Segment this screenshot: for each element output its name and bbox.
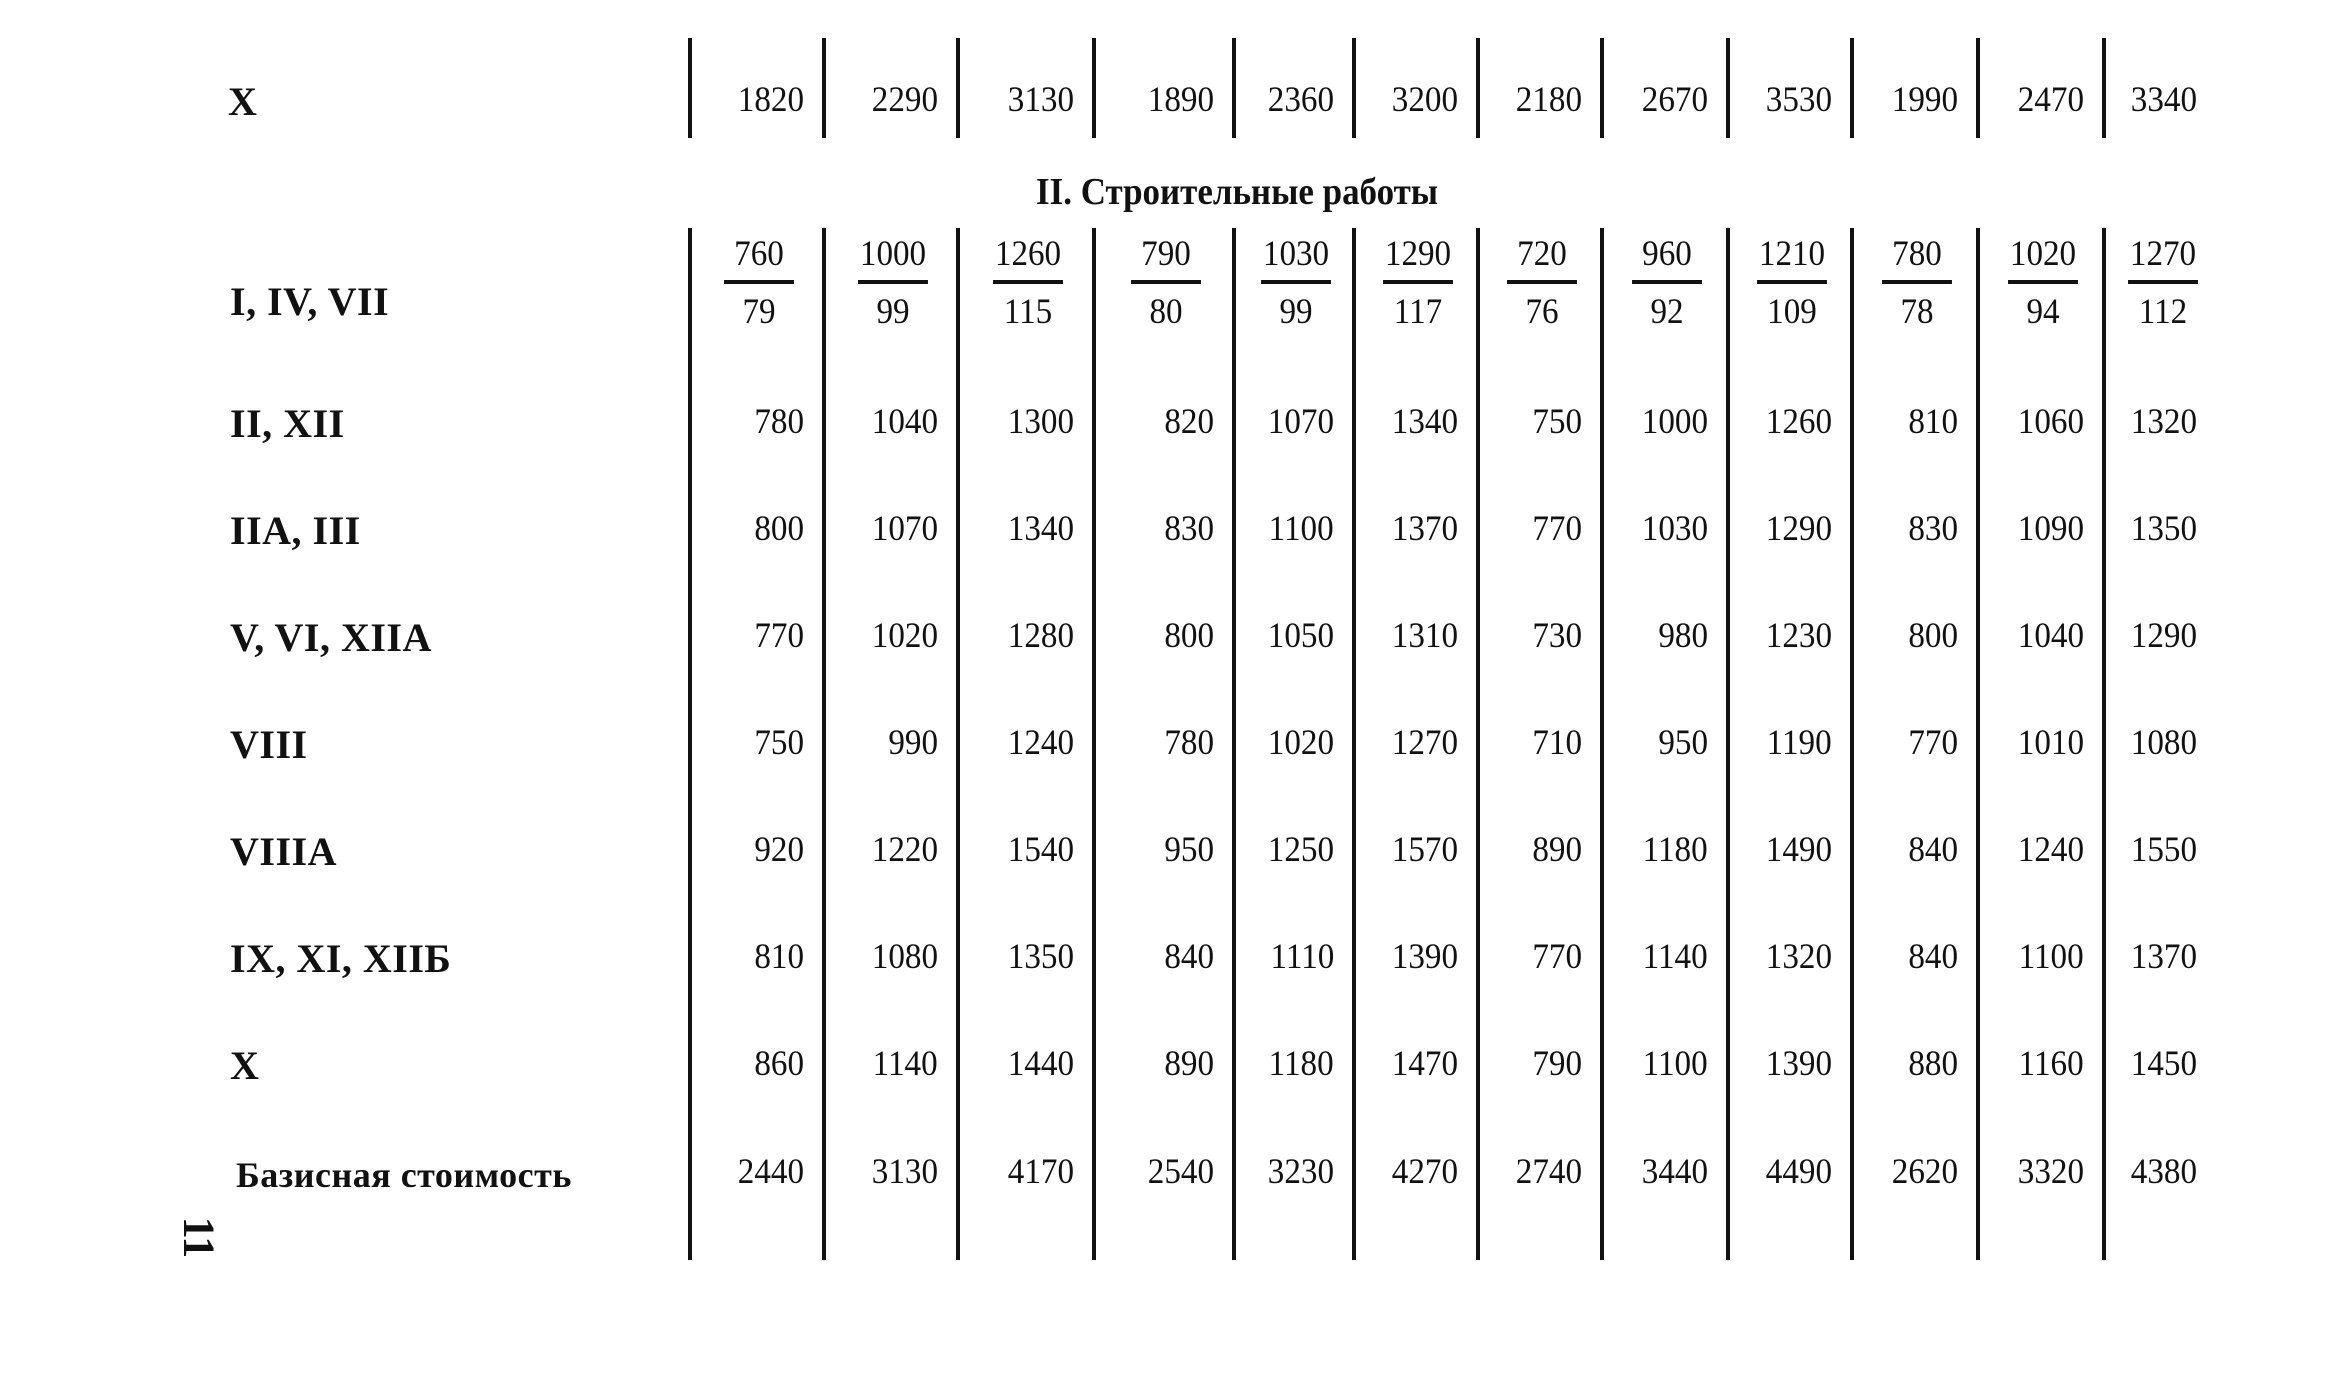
table-cell: 2360 bbox=[1267, 79, 1334, 119]
column-rule bbox=[1092, 38, 1096, 138]
table-cell: 2470 bbox=[2017, 79, 2084, 119]
table-cell: 830 bbox=[1908, 508, 1958, 548]
fraction-denominator: 94 bbox=[2026, 291, 2060, 331]
table-cell: 1090 bbox=[2017, 508, 2084, 548]
section-title: II. Строительные работы bbox=[1036, 171, 1439, 213]
fraction-numerator: 960 bbox=[1632, 232, 1702, 284]
table-cell: 2440 bbox=[737, 1151, 804, 1191]
table-cell: 4490 bbox=[1765, 1151, 1832, 1191]
table-cell: 1890 bbox=[1147, 79, 1214, 119]
table-cell: 1440 bbox=[1007, 1043, 1074, 1083]
column-rule bbox=[1600, 228, 1604, 1260]
fraction-numerator: 1290 bbox=[1383, 232, 1453, 284]
column-rule bbox=[1232, 228, 1236, 1260]
fraction-cell bbox=[1882, 232, 1952, 332]
table-cell: 1320 bbox=[2130, 401, 2197, 441]
table-cell: 800 bbox=[1908, 615, 1958, 655]
table-cell: 1070 bbox=[871, 508, 938, 548]
table-cell: 2540 bbox=[1147, 1151, 1214, 1191]
table-cell: 830 bbox=[1164, 508, 1214, 548]
table-cell: 780 bbox=[1164, 722, 1214, 762]
row-label: VIIIA bbox=[230, 829, 337, 874]
table-cell: 1340 bbox=[1007, 508, 1074, 548]
table-cell: 840 bbox=[1164, 936, 1214, 976]
table-cell: 790 bbox=[1532, 1043, 1582, 1083]
table-cell: 920 bbox=[754, 829, 804, 869]
fraction-cell bbox=[2008, 232, 2078, 332]
table-cell: 990 bbox=[888, 722, 938, 762]
column-rule bbox=[1352, 38, 1356, 138]
table-cell: 1390 bbox=[1765, 1043, 1832, 1083]
table-cell: 1190 bbox=[1766, 722, 1832, 762]
table-cell: 3320 bbox=[2017, 1151, 2084, 1191]
table-cell: 1050 bbox=[1267, 615, 1334, 655]
table-cell: 1070 bbox=[1267, 401, 1334, 441]
table-cell: 950 bbox=[1658, 722, 1708, 762]
column-rule bbox=[2102, 228, 2106, 1260]
table-cell: 1340 bbox=[1391, 401, 1458, 441]
table-cell: 1100 bbox=[2018, 936, 2084, 976]
table-cell: 3440 bbox=[1641, 1151, 1708, 1191]
table-cell: 810 bbox=[1908, 401, 1958, 441]
table-cell: 1270 bbox=[1391, 722, 1458, 762]
column-rule bbox=[1976, 38, 1980, 138]
table-cell: 890 bbox=[1164, 1043, 1214, 1083]
table-cell: 770 bbox=[1532, 936, 1582, 976]
table-cell: 1350 bbox=[1007, 936, 1074, 976]
fraction-denominator: 99 bbox=[876, 291, 910, 331]
column-rule bbox=[1850, 228, 1854, 1260]
table-cell: 2290 bbox=[871, 79, 938, 119]
table-cell: 1550 bbox=[2130, 829, 2197, 869]
fraction-cell bbox=[724, 232, 794, 332]
fraction-cell bbox=[1507, 232, 1577, 332]
table-cell: 1180 bbox=[1642, 829, 1708, 869]
table-cell: 810 bbox=[754, 936, 804, 976]
table-cell: 890 bbox=[1532, 829, 1582, 869]
fraction-denominator: 78 bbox=[1900, 291, 1934, 331]
table-cell: 1310 bbox=[1391, 615, 1458, 655]
table-cell: 4170 bbox=[1007, 1151, 1074, 1191]
table-cell: 1370 bbox=[1391, 508, 1458, 548]
table-cell: 1450 bbox=[2130, 1043, 2197, 1083]
column-rule bbox=[1352, 228, 1356, 1260]
table-cell: 1240 bbox=[1007, 722, 1074, 762]
fraction-denominator: 112 bbox=[2138, 291, 2187, 331]
table-cell: 1300 bbox=[1007, 401, 1074, 441]
table-cell: 1020 bbox=[1267, 722, 1334, 762]
column-rule bbox=[1726, 228, 1730, 1260]
fraction-numerator: 720 bbox=[1507, 232, 1577, 284]
row-label: X bbox=[230, 1043, 260, 1088]
table-cell: 860 bbox=[754, 1043, 804, 1083]
table-cell: 750 bbox=[1532, 401, 1582, 441]
column-rule bbox=[1232, 38, 1236, 138]
row-label: IIA, III bbox=[230, 508, 361, 553]
fraction-cell bbox=[1131, 232, 1201, 332]
table-cell: 1040 bbox=[2017, 615, 2084, 655]
column-rule bbox=[956, 228, 960, 1260]
column-rule bbox=[1850, 38, 1854, 138]
table-cell: 1000 bbox=[1641, 401, 1708, 441]
table-cell: 1230 bbox=[1765, 615, 1832, 655]
column-rule bbox=[1476, 38, 1480, 138]
table-cell: 1100 bbox=[1642, 1043, 1708, 1083]
column-rule bbox=[1726, 38, 1730, 138]
column-rule bbox=[822, 228, 826, 1260]
table-cell: 1020 bbox=[871, 615, 938, 655]
fraction-cell bbox=[993, 232, 1063, 332]
table-cell: 1040 bbox=[871, 401, 938, 441]
table-cell: 770 bbox=[1908, 722, 1958, 762]
table-cell: 1110 bbox=[1270, 936, 1334, 976]
fraction-denominator: 79 bbox=[742, 291, 776, 331]
table-cell: 770 bbox=[754, 615, 804, 655]
fraction-numerator: 1000 bbox=[858, 232, 928, 284]
fraction-cell bbox=[1757, 232, 1827, 332]
table-cell: 840 bbox=[1908, 829, 1958, 869]
fraction-denominator: 115 bbox=[1003, 291, 1053, 331]
fraction-denominator: 80 bbox=[1149, 291, 1183, 331]
table-cell: 820 bbox=[1164, 401, 1214, 441]
top-row-label: X bbox=[228, 79, 258, 124]
fraction-cell bbox=[1383, 232, 1453, 332]
table-cell: 3130 bbox=[1007, 79, 1074, 119]
table-cell: 1030 bbox=[1641, 508, 1708, 548]
table-cell: 1250 bbox=[1267, 829, 1334, 869]
fraction-numerator: 1030 bbox=[1261, 232, 1331, 284]
fraction-numerator: 780 bbox=[1882, 232, 1952, 284]
table-cell: 1540 bbox=[1007, 829, 1074, 869]
fraction-denominator: 109 bbox=[1767, 291, 1817, 331]
table-cell: 800 bbox=[1164, 615, 1214, 655]
column-rule bbox=[688, 228, 692, 1260]
table-cell: 770 bbox=[1532, 508, 1582, 548]
table-cell: 3530 bbox=[1765, 79, 1832, 119]
fraction-cell bbox=[1632, 232, 1702, 332]
table-cell: 3230 bbox=[1267, 1151, 1334, 1191]
fraction-numerator: 760 bbox=[724, 232, 794, 284]
row-label: Базисная стоимость bbox=[236, 1155, 572, 1195]
row-label: II, XII bbox=[230, 401, 345, 446]
table-cell: 950 bbox=[1164, 829, 1214, 869]
table-cell: 1260 bbox=[1765, 401, 1832, 441]
column-rule bbox=[1976, 228, 1980, 1260]
row-label: I, IV, VII bbox=[230, 279, 390, 324]
table-cell: 1100 bbox=[1268, 508, 1334, 548]
table-cell: 1080 bbox=[2130, 722, 2197, 762]
table-cell: 1080 bbox=[871, 936, 938, 976]
table-cell: 2180 bbox=[1515, 79, 1582, 119]
table-cell: 3340 bbox=[2130, 79, 2197, 119]
table-cell: 1180 bbox=[1268, 1043, 1334, 1083]
table-cell: 2620 bbox=[1891, 1151, 1958, 1191]
table-cell: 750 bbox=[754, 722, 804, 762]
fraction-numerator: 1260 bbox=[993, 232, 1063, 284]
fraction-denominator: 99 bbox=[1279, 291, 1313, 331]
fraction-cell bbox=[1261, 232, 1331, 332]
fraction-denominator: 76 bbox=[1525, 291, 1559, 331]
table-cell: 1140 bbox=[1642, 936, 1708, 976]
table-cell: 1140 bbox=[872, 1043, 938, 1083]
column-rule bbox=[956, 38, 960, 138]
column-rule bbox=[2102, 38, 2106, 138]
fraction-numerator: 1020 bbox=[2008, 232, 2078, 284]
fraction-numerator: 1270 bbox=[2128, 232, 2198, 284]
table-cell: 730 bbox=[1532, 615, 1582, 655]
fraction-denominator: 92 bbox=[1650, 291, 1684, 331]
table-cell: 780 bbox=[754, 401, 804, 441]
column-rule bbox=[1092, 228, 1096, 1260]
table-cell: 980 bbox=[1658, 615, 1708, 655]
page-number: 11 bbox=[174, 1216, 224, 1259]
table-cell: 1060 bbox=[2017, 401, 2084, 441]
table-cell: 1290 bbox=[2130, 615, 2197, 655]
table-cell: 2740 bbox=[1515, 1151, 1582, 1191]
table-cell: 1290 bbox=[1765, 508, 1832, 548]
column-rule bbox=[1600, 38, 1604, 138]
table-cell: 1220 bbox=[871, 829, 938, 869]
column-rule bbox=[688, 38, 692, 138]
row-label: VIII bbox=[230, 722, 308, 767]
table-cell: 1570 bbox=[1391, 829, 1458, 869]
fraction-cell bbox=[858, 232, 928, 332]
fraction-denominator: 117 bbox=[1393, 291, 1443, 331]
fraction-numerator: 1210 bbox=[1757, 232, 1827, 284]
table-cell: 4380 bbox=[2130, 1151, 2197, 1191]
table-cell: 1160 bbox=[2018, 1043, 2084, 1083]
row-label: IX, XI, XIIБ bbox=[230, 936, 452, 981]
table-cell: 1490 bbox=[1765, 829, 1832, 869]
table-cell: 1240 bbox=[2017, 829, 2084, 869]
fraction-numerator: 790 bbox=[1131, 232, 1201, 284]
table-cell: 880 bbox=[1908, 1043, 1958, 1083]
table-cell: 1820 bbox=[737, 79, 804, 119]
fraction-cell bbox=[2128, 232, 2198, 332]
table-cell: 800 bbox=[754, 508, 804, 548]
table-cell: 1990 bbox=[1891, 79, 1958, 119]
table-cell: 3130 bbox=[871, 1151, 938, 1191]
table-cell: 1280 bbox=[1007, 615, 1074, 655]
table-cell: 710 bbox=[1532, 722, 1582, 762]
table-cell: 840 bbox=[1908, 936, 1958, 976]
table-cell: 4270 bbox=[1391, 1151, 1458, 1191]
table-cell: 1010 bbox=[2017, 722, 2084, 762]
table-cell: 1320 bbox=[1765, 936, 1832, 976]
table-cell: 2670 bbox=[1641, 79, 1708, 119]
column-rule bbox=[1476, 228, 1480, 1260]
table-cell: 1370 bbox=[2130, 936, 2197, 976]
table-cell: 3200 bbox=[1391, 79, 1458, 119]
row-label: V, VI, XIIA bbox=[230, 615, 432, 660]
table-cell: 1350 bbox=[2130, 508, 2197, 548]
table-cell: 1470 bbox=[1391, 1043, 1458, 1083]
table-cell: 1390 bbox=[1391, 936, 1458, 976]
column-rule bbox=[822, 38, 826, 138]
